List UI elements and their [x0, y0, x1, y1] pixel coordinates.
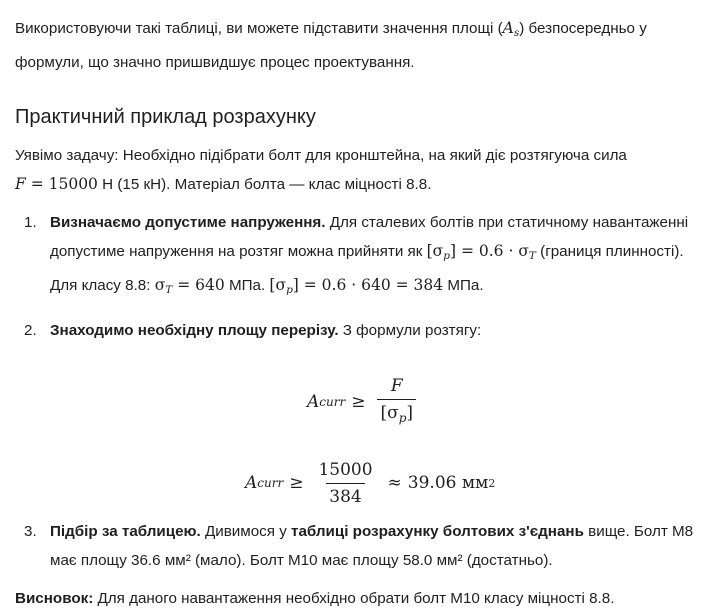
math-yield-stress: σ: [154, 276, 166, 294]
formula-approx: ≈: [387, 473, 402, 493]
step-number: 2.: [24, 322, 37, 339]
math-allowable-stress-open: [σ: [426, 242, 444, 260]
list-item: [15, 208, 707, 305]
section-heading: Практичний приклад розрахунку: [15, 106, 316, 128]
fraction: [377, 375, 416, 429]
step-number: 3.: [24, 523, 37, 540]
step-text: МПа.: [224, 277, 270, 294]
steps-list-continued: [15, 517, 707, 575]
step-title: Визначаємо допустиме напруження.: [50, 214, 326, 231]
math-subscript: T: [165, 284, 173, 296]
step-text: МПа.: [443, 277, 484, 294]
step-emphasis: таблиці розрахунку болтових з'єднань: [291, 523, 584, 540]
formula-result: 39.06 мм: [407, 473, 489, 493]
fraction-numerator: 15000: [318, 460, 373, 480]
force-value: = 15000: [25, 175, 98, 193]
task-paragraph: [15, 141, 707, 199]
area-symbol-subscript: s: [513, 27, 520, 39]
fraction-numerator: F: [390, 376, 403, 396]
denominator-open: [σ: [380, 403, 399, 423]
formula-relation: ≥: [351, 391, 366, 412]
step-text: вище. Болт М8 має площу 36.6 мм² (мало). Болт М10 має площу 58.0 мм² (достатньо).: [50, 523, 694, 569]
fraction: [315, 459, 375, 508]
conclusion-paragraph: [15, 584, 707, 613]
formula-result-superscript: 2: [488, 477, 496, 490]
formula-lhs: A: [307, 391, 320, 412]
conclusion-text: Для даного навантаження необхідно обрати болт М10 класу міцності 8.8.: [93, 590, 615, 607]
intro-text-after: ) безпосередньо у формули, що значно пришвидшує процес проектування.: [15, 20, 647, 71]
step-text: (границя плинності). Для класу 8.8:: [50, 243, 684, 294]
task-text-before: Уявімо задачу: Необхідно підібрати болт для кронштейна, на який діє розтягуюча сила: [15, 147, 627, 164]
denominator-subscript: p: [398, 411, 407, 425]
area-symbol: A: [502, 19, 514, 37]
step-text: Для сталевих болтів при статичному навантаженні допустиме напруження на розтяг можна прийняти як: [50, 214, 689, 260]
intro-paragraph: [15, 14, 707, 77]
step-text: Дивимося у: [200, 523, 292, 540]
formula-relation: ≥: [289, 473, 304, 493]
formula-lhs-subscript: curr: [257, 476, 284, 490]
math-allowable-stress-rest: ] = 0.6 · σ: [450, 242, 529, 260]
step-title: Підбір за таблицею.: [50, 523, 201, 540]
list-item: [15, 517, 707, 575]
math-yield-value: = 640: [172, 276, 225, 294]
conclusion-label: Висновок:: [15, 590, 94, 607]
formula-area-value: [245, 459, 495, 508]
document-body: [15, 14, 707, 613]
denominator-close: ]: [406, 403, 414, 423]
fraction-denominator: 384: [326, 483, 364, 508]
task-text-after: Н (15 кН). Матеріал болта — клас міцності 8.8.: [97, 176, 432, 193]
formula-lhs-subscript: curr: [319, 394, 346, 409]
step-text: З формули розтягу:: [338, 322, 482, 339]
list-item: [15, 316, 707, 345]
force-variable: F: [15, 175, 26, 193]
math-subscript: p: [443, 250, 450, 262]
math-allowable-value: ] = 0.6 · 640 = 384: [292, 276, 444, 294]
math-allowable-open: [σ: [269, 276, 287, 294]
formula-lhs: A: [245, 473, 258, 493]
formula-required-area: [307, 375, 422, 429]
fraction-denominator: [377, 399, 416, 429]
math-subscript: p: [286, 284, 293, 296]
step-number: 1.: [24, 214, 37, 231]
intro-text-before: Використовуючи такі таблиці, ви можете підставити значення площі (: [15, 20, 503, 37]
formula-block: [15, 353, 707, 517]
math-subscript: T: [528, 250, 536, 262]
steps-list: [15, 208, 707, 345]
step-title: Знаходимо необхідну площу перерізу.: [50, 322, 339, 339]
